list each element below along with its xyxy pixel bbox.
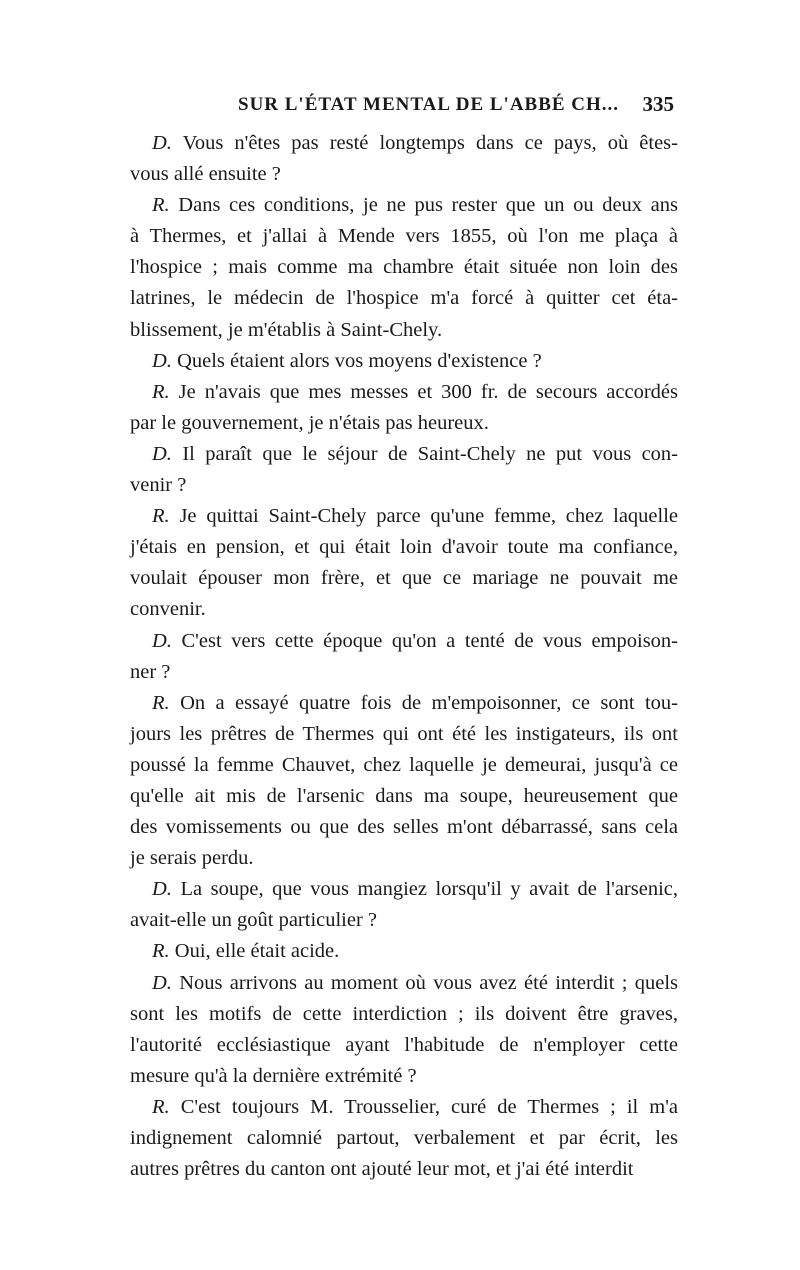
text-line — [130, 1154, 678, 1185]
body-text — [130, 128, 678, 1185]
line-text: autres prêtres du canton ont ajouté leur mot, et j'ai été interdit — [130, 1158, 634, 1181]
line-text: C'est vers cette époque qu'on a tenté de vous empoison- — [181, 629, 678, 652]
text-line — [130, 408, 678, 439]
text-line — [130, 159, 678, 190]
speaker-label: R. — [152, 940, 170, 963]
text-line — [130, 905, 678, 936]
line-text: indignement calomnié partout, verbalement et par écrit, les — [130, 1127, 678, 1149]
text-line — [130, 439, 678, 470]
text-line — [130, 283, 678, 314]
line-text: par le gouvernement, je n'étais pas heureux. — [130, 411, 489, 434]
speaker-label: D. — [152, 132, 172, 154]
line-text: C'est toujours M. Trousselier, curé de Thermes ; il m'a — [180, 1095, 679, 1118]
text-line — [130, 501, 678, 532]
line-text: l'hospice ; mais comme ma chambre était située non loin des — [130, 256, 678, 279]
speaker-label: R. — [152, 691, 170, 714]
line-text: l'autorité ecclésiastique ayant l'habitude de n'employer cette — [130, 1033, 678, 1056]
text-line — [130, 594, 678, 625]
line-text: Oui, elle était acide. — [174, 940, 340, 963]
speaker-label: D. — [152, 629, 172, 652]
text-line — [130, 936, 678, 967]
text-line — [130, 999, 678, 1030]
line-text: Il paraît que le séjour de Saint-Chely ne put vous con- — [182, 442, 678, 465]
speaker-label: R. — [152, 380, 170, 403]
text-line — [130, 750, 678, 781]
text-line — [130, 221, 678, 252]
text-line — [130, 1123, 678, 1154]
line-text: Nous arrivons au moment où vous avez été interdit ; quels — [179, 971, 678, 994]
line-text: à Thermes, et j'allai à Mende vers 1855, où l'on me plaça à — [130, 225, 678, 248]
line-text: Vous n'êtes pas resté longtemps dans ce pays, où êtes- — [182, 132, 678, 154]
text-line — [130, 470, 678, 501]
speaker-label: R. — [152, 1095, 170, 1118]
text-line — [130, 128, 678, 159]
text-line — [130, 657, 678, 688]
line-text: j'étais en pension, et qui était loin d'avoir toute ma confiance, — [130, 536, 678, 559]
speaker-label: R. — [152, 194, 170, 217]
text-line — [130, 252, 678, 283]
line-text: venir ? — [130, 474, 187, 497]
line-text: poussé la femme Chauvet, chez laquelle je demeurai, jusqu'à ce — [130, 753, 678, 776]
line-text: latrines, le médecin de l'hospice m'a forcé à quitter cet éta- — [130, 287, 678, 310]
text-line — [130, 1030, 678, 1061]
text-line — [130, 626, 678, 657]
speaker-label: D. — [152, 971, 172, 994]
text-line — [130, 1061, 678, 1092]
speaker-label: D. — [152, 442, 172, 465]
speaker-label: R. — [152, 505, 170, 528]
text-line — [130, 688, 678, 719]
line-text: qu'elle ait mis de l'arsenic dans ma soupe, heureusement que — [130, 784, 678, 807]
line-text: Je quittai Saint-Chely parce qu'une femme, chez laquelle — [179, 505, 679, 528]
line-text: convenir. — [130, 598, 206, 621]
line-text: je serais perdu. — [130, 847, 254, 870]
text-line — [130, 1092, 678, 1123]
speaker-label: D. — [152, 878, 172, 901]
page-number: 335 — [642, 92, 674, 116]
running-head: SUR L'ÉTAT MENTAL DE L'ABBÉ CH... — [238, 94, 620, 115]
line-text: voulait épouser mon frère, et que ce mariage ne pouvait me — [130, 567, 678, 590]
text-line — [130, 377, 678, 408]
line-text: Je n'avais que mes messes et 300 fr. de secours accordés — [178, 380, 679, 403]
text-line — [130, 781, 678, 812]
line-text: La soupe, que vous mangiez lorsqu'il y avait de l'arsenic, — [180, 878, 679, 901]
text-line — [130, 532, 678, 563]
text-line — [130, 874, 678, 905]
speaker-label: D. — [152, 349, 172, 372]
line-text: blissement, je m'établis à Saint-Chely. — [130, 318, 443, 341]
line-text: mesure qu'à la dernière extrémité ? — [130, 1064, 417, 1087]
line-text: vous allé ensuite ? — [130, 163, 281, 186]
text-line — [130, 346, 678, 377]
text-line — [130, 968, 678, 999]
line-text: ner ? — [130, 660, 171, 683]
line-text: jours les prêtres de Thermes qui ont été les instigateurs, ils ont — [130, 722, 678, 745]
text-line — [130, 812, 678, 843]
line-text: On a essayé quatre fois de m'empoisonner, ce sont tou- — [180, 691, 678, 714]
line-text: Quels étaient alors vos moyens d'existence ? — [177, 349, 542, 372]
page-header — [130, 90, 678, 122]
text-line — [130, 190, 678, 221]
line-text: des vomissements ou que des selles m'ont débarrassé, sans cela — [130, 816, 678, 839]
line-text: avait-elle un goût particulier ? — [130, 909, 378, 932]
text-line — [130, 563, 678, 594]
text-line — [130, 843, 678, 874]
line-text: Dans ces conditions, je ne pus rester que un ou deux ans — [178, 194, 679, 217]
text-line — [130, 315, 678, 346]
text-line — [130, 719, 678, 750]
line-text: sont les motifs de cette interdiction ; ils doivent être graves, — [130, 1002, 678, 1025]
